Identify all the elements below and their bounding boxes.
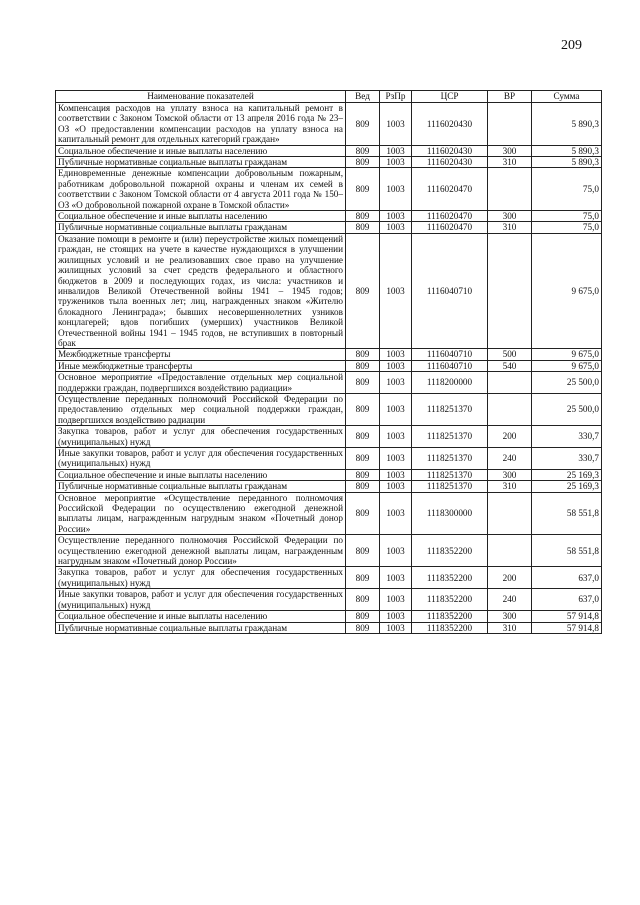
cell-vr bbox=[488, 103, 532, 146]
cell-ved: 809 bbox=[346, 622, 380, 633]
cell-sum: 9 675,0 bbox=[532, 360, 602, 371]
cell-sum: 58 551,8 bbox=[532, 492, 602, 535]
cell-name: Публичные нормативные социальные выплаты гражданам bbox=[56, 157, 346, 168]
cell-rzpr: 1003 bbox=[380, 360, 412, 371]
cell-rzpr: 1003 bbox=[380, 103, 412, 146]
cell-name: Осуществление переданных полномочий Российской Федерации по предоставлению отдельных мер социальной поддержки граждан, подвергшихся воздействию радиации bbox=[56, 393, 346, 425]
cell-rzpr: 1003 bbox=[380, 372, 412, 394]
cell-sum: 58 551,8 bbox=[532, 535, 602, 567]
cell-csr: 1118251370 bbox=[412, 469, 488, 480]
cell-ved: 809 bbox=[346, 492, 380, 535]
cell-sum: 25 500,0 bbox=[532, 372, 602, 394]
cell-name: Социальное обеспечение и иные выплаты населению bbox=[56, 611, 346, 622]
cell-name: Межбюджетные трансферты bbox=[56, 349, 346, 360]
header-csr: ЦСР bbox=[412, 91, 488, 103]
cell-csr: 1116020470 bbox=[412, 222, 488, 233]
cell-ved: 809 bbox=[346, 233, 380, 348]
cell-name: Социальное обеспечение и иные выплаты населению bbox=[56, 469, 346, 480]
cell-sum: 9 675,0 bbox=[532, 233, 602, 348]
cell-csr: 1118352200 bbox=[412, 535, 488, 567]
table-row bbox=[56, 611, 602, 622]
cell-ved: 809 bbox=[346, 448, 380, 470]
cell-ved: 809 bbox=[346, 103, 380, 146]
cell-name: Основное мероприятие «Осуществление переданного полномочия Российской Федерации по осуществлению ежегодной денежной выплаты лицам, награжденным нагрудным знаком «Почетный донор России» bbox=[56, 492, 346, 535]
cell-name: Публичные нормативные социальные выплаты гражданам bbox=[56, 481, 346, 492]
cell-rzpr: 1003 bbox=[380, 492, 412, 535]
table-row bbox=[56, 469, 602, 480]
cell-rzpr: 1003 bbox=[380, 567, 412, 589]
cell-name: Единовременные денежные компенсации добровольным пожарным, работникам добровольной пожарной охраны и членам их семей в соответствии с Законом Томской области от 4 августа 2011 года № 150–ОЗ «О добровольной пожарной охране в Томской области» bbox=[56, 168, 346, 211]
cell-sum: 25 169,3 bbox=[532, 469, 602, 480]
cell-ved: 809 bbox=[346, 222, 380, 233]
table-header-row bbox=[56, 91, 602, 103]
cell-csr: 1118251370 bbox=[412, 481, 488, 492]
cell-vr: 310 bbox=[488, 622, 532, 633]
table-row bbox=[56, 448, 602, 470]
cell-csr: 1118352200 bbox=[412, 622, 488, 633]
cell-name: Иные закупки товаров, работ и услуг для обеспечения государственных (муниципальных) нужд bbox=[56, 448, 346, 470]
cell-vr: 240 bbox=[488, 448, 532, 470]
header-ved: Вед bbox=[346, 91, 380, 103]
cell-rzpr: 1003 bbox=[380, 393, 412, 425]
cell-name: Основное мероприятие «Предоставление отдельных мер социальной поддержки граждан, подвергшихся воздействию радиации» bbox=[56, 372, 346, 394]
cell-rzpr: 1003 bbox=[380, 622, 412, 633]
cell-name: Социальное обеспечение и иные выплаты населению bbox=[56, 211, 346, 222]
cell-sum: 57 914,8 bbox=[532, 611, 602, 622]
cell-ved: 809 bbox=[346, 469, 380, 480]
cell-sum: 637,0 bbox=[532, 589, 602, 611]
cell-vr: 540 bbox=[488, 360, 532, 371]
cell-csr: 1118251370 bbox=[412, 393, 488, 425]
cell-rzpr: 1003 bbox=[380, 211, 412, 222]
budget-table bbox=[55, 90, 602, 634]
cell-rzpr: 1003 bbox=[380, 168, 412, 211]
table-body bbox=[56, 103, 602, 634]
table-row bbox=[56, 168, 602, 211]
cell-vr bbox=[488, 492, 532, 535]
cell-sum: 75,0 bbox=[532, 222, 602, 233]
cell-sum: 75,0 bbox=[532, 211, 602, 222]
cell-sum: 57 914,8 bbox=[532, 622, 602, 633]
cell-rzpr: 1003 bbox=[380, 349, 412, 360]
cell-rzpr: 1003 bbox=[380, 448, 412, 470]
table-row bbox=[56, 157, 602, 168]
cell-vr: 310 bbox=[488, 222, 532, 233]
table-row bbox=[56, 492, 602, 535]
cell-vr: 200 bbox=[488, 426, 532, 448]
cell-ved: 809 bbox=[346, 393, 380, 425]
cell-sum: 637,0 bbox=[532, 567, 602, 589]
table-row bbox=[56, 426, 602, 448]
cell-rzpr: 1003 bbox=[380, 157, 412, 168]
cell-sum: 5 890,3 bbox=[532, 103, 602, 146]
table-row bbox=[56, 393, 602, 425]
cell-csr: 1116020470 bbox=[412, 168, 488, 211]
cell-vr: 200 bbox=[488, 567, 532, 589]
cell-csr: 1118352200 bbox=[412, 611, 488, 622]
cell-rzpr: 1003 bbox=[380, 222, 412, 233]
cell-rzpr: 1003 bbox=[380, 535, 412, 567]
cell-ved: 809 bbox=[346, 145, 380, 156]
cell-csr: 1118352200 bbox=[412, 589, 488, 611]
cell-sum: 25 500,0 bbox=[532, 393, 602, 425]
cell-sum: 330,7 bbox=[532, 448, 602, 470]
cell-ved: 809 bbox=[346, 360, 380, 371]
cell-vr bbox=[488, 372, 532, 394]
header-vr: ВР bbox=[488, 91, 532, 103]
cell-csr: 1116020470 bbox=[412, 211, 488, 222]
header-rzpr: РзПр bbox=[380, 91, 412, 103]
cell-name: Закупка товаров, работ и услуг для обеспечения государственных (муниципальных) нужд bbox=[56, 567, 346, 589]
table-row bbox=[56, 211, 602, 222]
table-row bbox=[56, 622, 602, 633]
cell-ved: 809 bbox=[346, 168, 380, 211]
cell-sum: 5 890,3 bbox=[532, 145, 602, 156]
cell-rzpr: 1003 bbox=[380, 589, 412, 611]
cell-name: Оказание помощи в ремонте и (или) переустройстве жилых помещений граждан, не стоящих на учете в качестве нуждающихся в улучшении жилищных условий и не реализовавших свое право на улучшение жилищных условий за счет средств федерального и областного бюджетов в 2009 и последующих годах, из числа: участников и инвалидов Великой Отечественной войны 1941 – 1945 годов; тружеников тыла военных лет; лиц, награжденных знаком «Жителю блокадного Ленинграда»; бывших несовершеннолетних узников концлагерей; вдов погибших (умерших) участников Великой Отечественной войны 1941 – 1945 годов, не вступивших в повторный брак bbox=[56, 233, 346, 348]
cell-vr: 300 bbox=[488, 145, 532, 156]
cell-rzpr: 1003 bbox=[380, 145, 412, 156]
table-row bbox=[56, 589, 602, 611]
cell-rzpr: 1003 bbox=[380, 469, 412, 480]
table-row bbox=[56, 145, 602, 156]
cell-name: Публичные нормативные социальные выплаты гражданам bbox=[56, 222, 346, 233]
cell-ved: 809 bbox=[346, 481, 380, 492]
table-row bbox=[56, 535, 602, 567]
table-row bbox=[56, 349, 602, 360]
cell-name: Компенсация расходов на уплату взноса на капитальный ремонт в соответствии с Законом Томской области от 13 апреля 2016 года № 23–ОЗ «О предоставлении компенсации расходов на уплату взноса на капитальный ремонт для отдельных категорий граждан» bbox=[56, 103, 346, 146]
page-number: 209 bbox=[561, 38, 582, 53]
cell-csr: 1116020430 bbox=[412, 145, 488, 156]
cell-vr: 300 bbox=[488, 469, 532, 480]
cell-csr: 1116020430 bbox=[412, 103, 488, 146]
table-row bbox=[56, 233, 602, 348]
table-row bbox=[56, 481, 602, 492]
table-row bbox=[56, 360, 602, 371]
cell-ved: 809 bbox=[346, 426, 380, 448]
cell-name: Публичные нормативные социальные выплаты гражданам bbox=[56, 622, 346, 633]
cell-name: Осуществление переданного полномочия Российской Федерации по осуществлению ежегодной денежной выплаты лицам, награжденным нагрудным знаком «Почетный донор России» bbox=[56, 535, 346, 567]
header-name: Наименование показателей bbox=[56, 91, 346, 103]
header-sum: Сумма bbox=[532, 91, 602, 103]
cell-name: Иные закупки товаров, работ и услуг для обеспечения государственных (муниципальных) нужд bbox=[56, 589, 346, 611]
cell-sum: 9 675,0 bbox=[532, 349, 602, 360]
cell-name: Иные межбюджетные трансферты bbox=[56, 360, 346, 371]
cell-csr: 1116020430 bbox=[412, 157, 488, 168]
cell-rzpr: 1003 bbox=[380, 481, 412, 492]
cell-ved: 809 bbox=[346, 535, 380, 567]
cell-vr: 300 bbox=[488, 211, 532, 222]
cell-rzpr: 1003 bbox=[380, 233, 412, 348]
table-row bbox=[56, 222, 602, 233]
cell-vr: 310 bbox=[488, 157, 532, 168]
cell-csr: 1118251370 bbox=[412, 448, 488, 470]
cell-vr: 240 bbox=[488, 589, 532, 611]
cell-csr: 1116040710 bbox=[412, 233, 488, 348]
cell-name: Социальное обеспечение и иные выплаты населению bbox=[56, 145, 346, 156]
cell-rzpr: 1003 bbox=[380, 426, 412, 448]
cell-ved: 809 bbox=[346, 349, 380, 360]
cell-ved: 809 bbox=[346, 611, 380, 622]
cell-vr bbox=[488, 168, 532, 211]
cell-sum: 75,0 bbox=[532, 168, 602, 211]
cell-csr: 1116040710 bbox=[412, 360, 488, 371]
cell-vr: 300 bbox=[488, 611, 532, 622]
cell-ved: 809 bbox=[346, 589, 380, 611]
table-row bbox=[56, 103, 602, 146]
table-row bbox=[56, 567, 602, 589]
cell-ved: 809 bbox=[346, 567, 380, 589]
cell-ved: 809 bbox=[346, 211, 380, 222]
cell-vr: 500 bbox=[488, 349, 532, 360]
cell-csr: 1116040710 bbox=[412, 349, 488, 360]
cell-vr bbox=[488, 233, 532, 348]
cell-sum: 330,7 bbox=[532, 426, 602, 448]
cell-sum: 5 890,3 bbox=[532, 157, 602, 168]
cell-csr: 1118251370 bbox=[412, 426, 488, 448]
cell-csr: 1118200000 bbox=[412, 372, 488, 394]
cell-name: Закупка товаров, работ и услуг для обеспечения государственных (муниципальных) нужд bbox=[56, 426, 346, 448]
cell-csr: 1118352200 bbox=[412, 567, 488, 589]
cell-vr: 310 bbox=[488, 481, 532, 492]
cell-vr bbox=[488, 393, 532, 425]
cell-vr bbox=[488, 535, 532, 567]
cell-csr: 1118300000 bbox=[412, 492, 488, 535]
cell-sum: 25 169,3 bbox=[532, 481, 602, 492]
cell-rzpr: 1003 bbox=[380, 611, 412, 622]
cell-ved: 809 bbox=[346, 372, 380, 394]
table-row bbox=[56, 372, 602, 394]
cell-ved: 809 bbox=[346, 157, 380, 168]
